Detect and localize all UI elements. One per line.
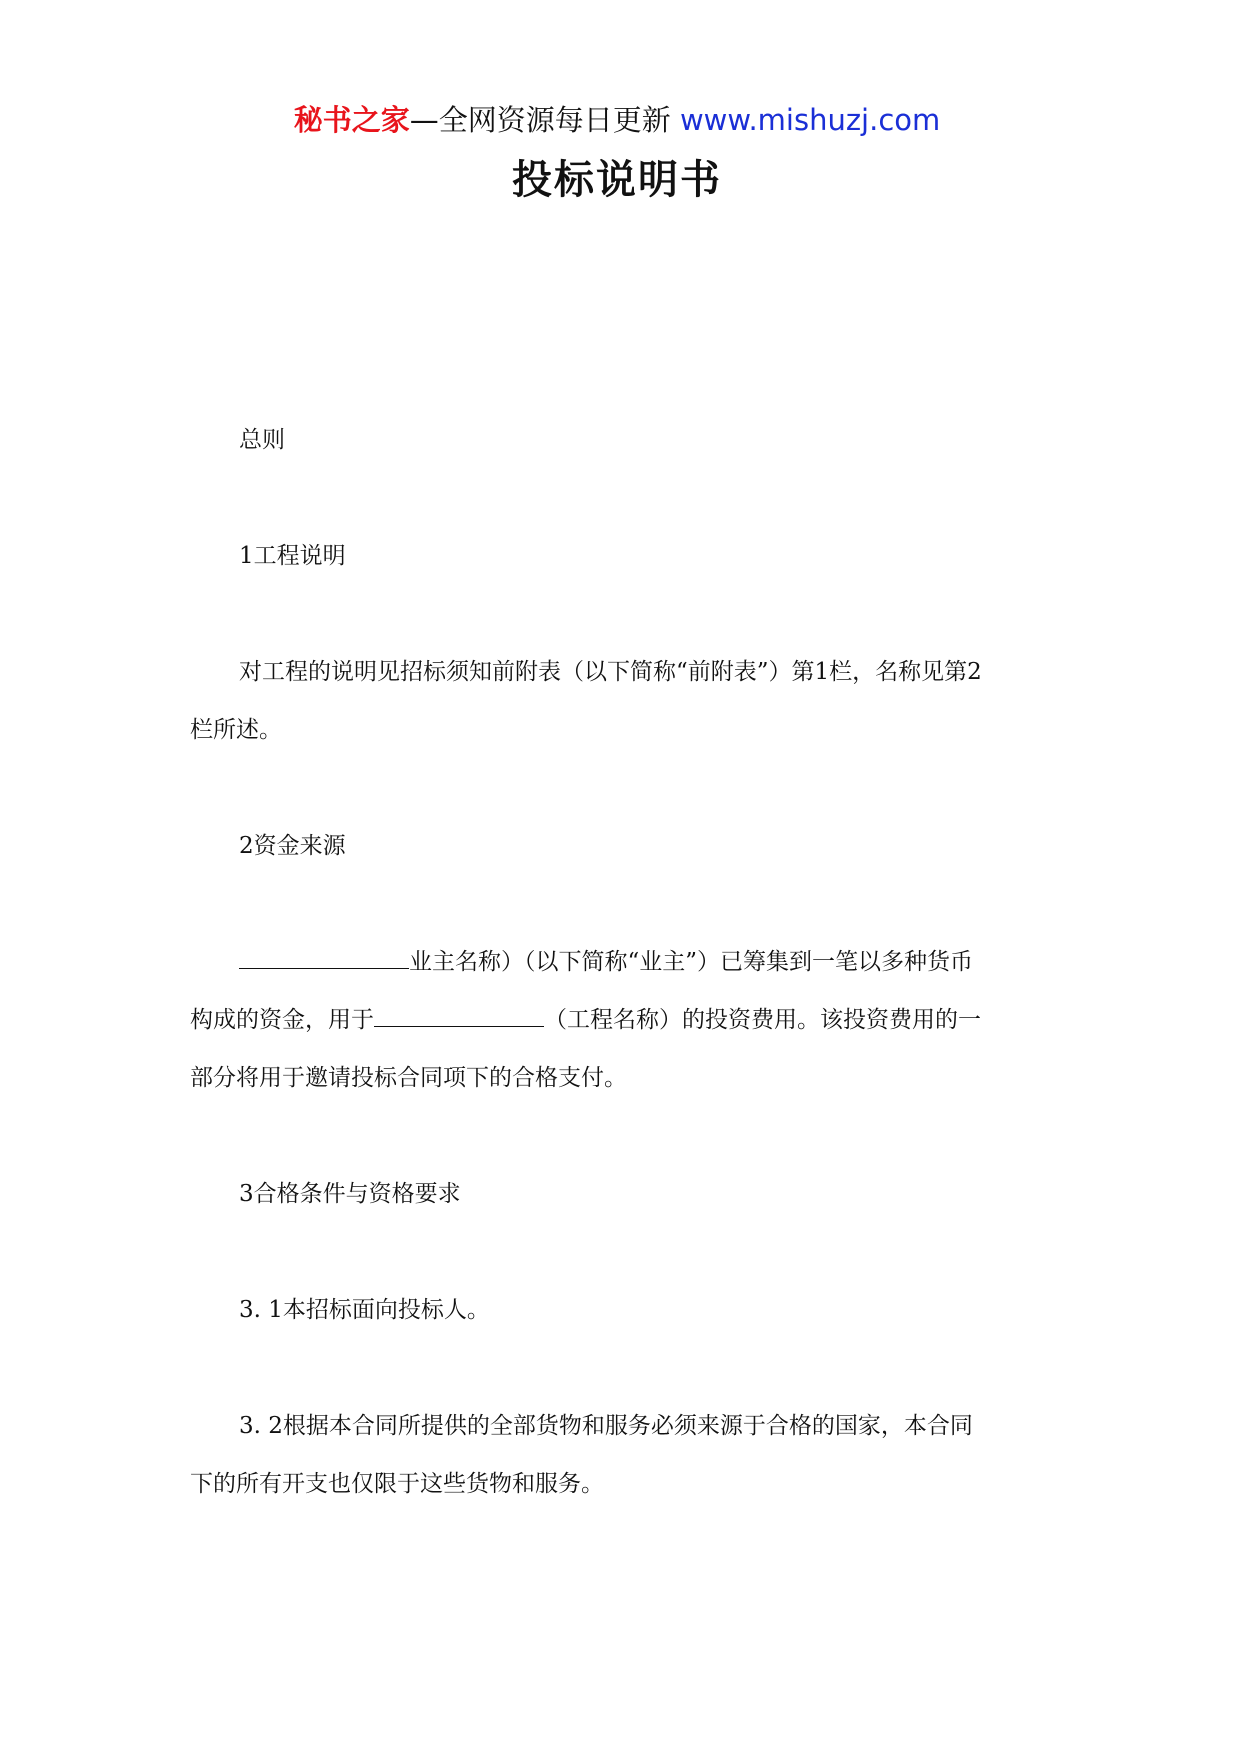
- section-2-line-2-tail: （工程名称）的投资费用。该投资费用的一: [544, 1007, 981, 1033]
- section-3-2-text-line-1: 3. 2根据本合同所提供的全部货物和服务必须来源于合格的国家，本合同: [239, 1413, 973, 1439]
- section-1-text-line-1: 对工程的说明见招标须知前附表（以下简称“前附表”）第1栏，名称见第2: [239, 659, 982, 685]
- section-2-heading: 2资金来源: [239, 833, 346, 859]
- brand-name: 秘书之家: [293, 103, 410, 137]
- section-1-heading: 1工程说明: [239, 543, 346, 569]
- site-url-link[interactable]: www.mishuzj.com: [679, 103, 941, 137]
- section-3-heading: 3合格条件与资格要求: [239, 1181, 461, 1207]
- document-title: 投标说明书: [512, 157, 722, 203]
- section-2-line-1-text: 业主名称）（以下简称“业主”）已筹集到一笔以多种货币: [409, 949, 974, 975]
- site-header: [0, 100, 1234, 140]
- section-1-text-line-2: 栏所述。: [190, 717, 282, 743]
- section-2-text-line-3: 部分将用于邀请投标合同项下的合格支付。: [190, 1065, 627, 1091]
- section-2-text-line-2: [190, 991, 1040, 1049]
- section-3-2-text-line-2: 下的所有开支也仅限于这些货物和服务。: [190, 1471, 604, 1497]
- owner-name-blank: [239, 938, 409, 969]
- section-2-line-2-lead: 构成的资金，用于: [190, 1007, 374, 1033]
- section-3-1-text: 3. 1本招标面向投标人。: [239, 1297, 490, 1323]
- general-heading: 总则: [239, 427, 285, 453]
- section-2-text-line-1: [190, 933, 1040, 991]
- project-name-blank: [374, 996, 544, 1027]
- header-slogan: —全网资源每日更新: [409, 103, 671, 137]
